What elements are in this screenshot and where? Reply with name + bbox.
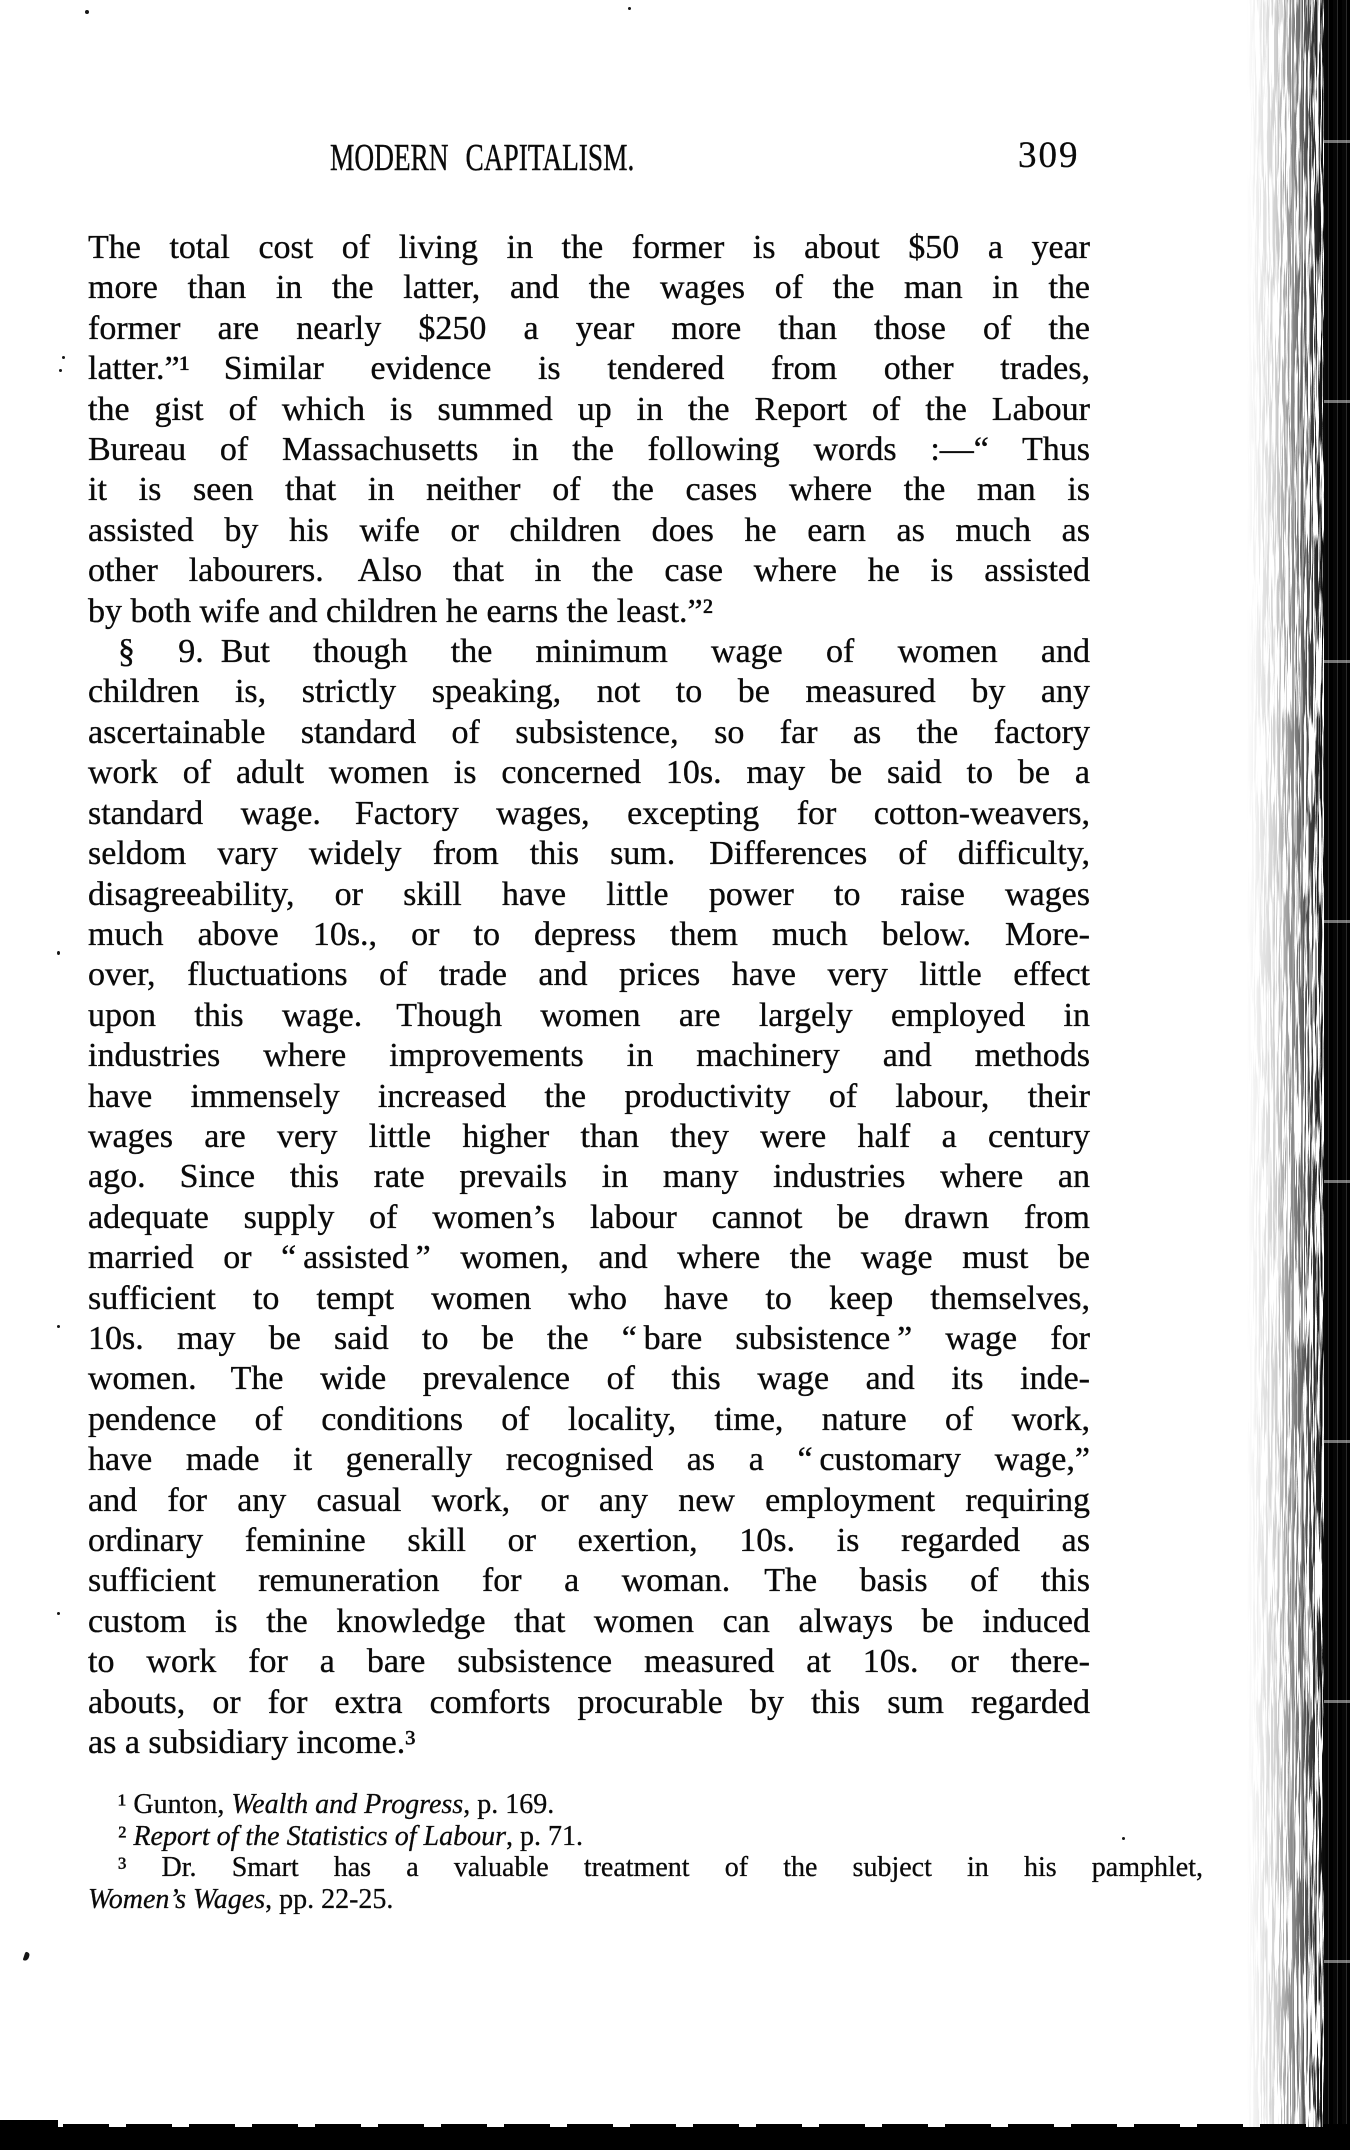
text-line: over, fluctuations of trade and prices have very little effect bbox=[88, 956, 1090, 994]
footnote-text: , p. 169. bbox=[463, 1789, 555, 1820]
text-line: work of adult women is concerned 10s. may be said to be a bbox=[88, 754, 1090, 792]
scan-speck bbox=[57, 951, 60, 955]
footnote-text: ¹ Gunton, bbox=[118, 1789, 232, 1820]
text-line: women. The wide prevalence of this wage and its inde- bbox=[88, 1360, 1090, 1398]
footnote-work-title-italic: Women’s Wages bbox=[88, 1884, 266, 1916]
text-line: custom is the knowledge that women can always be induced bbox=[88, 1602, 1090, 1640]
scan-speck bbox=[23, 1951, 31, 1961]
scan-speck bbox=[85, 10, 89, 14]
footnotes bbox=[88, 1789, 1203, 1916]
text-line: standard wage. Factory wages, excepting for cotton-weavers, bbox=[88, 794, 1090, 832]
paragraph-continuation bbox=[88, 228, 1090, 592]
text-line: children is, strictly speaking, not to be measured by any bbox=[88, 673, 1090, 711]
scan-speck bbox=[57, 1612, 60, 1615]
footnote-text: , p. 71. bbox=[505, 1820, 583, 1852]
text-line: other labourers. Also that in the case where he is assisted bbox=[88, 552, 1090, 590]
text-line: have made it generally recognised as a “ customary wage,” bbox=[88, 1441, 1090, 1479]
text-line: ascertainable standard of subsistence, so far as the factory bbox=[88, 713, 1090, 751]
paragraph-last-line: as a subsidiary income.³ bbox=[88, 1724, 416, 1762]
text-line: former are nearly $250 a year more than those of the bbox=[88, 309, 1090, 347]
scan-bottom-band bbox=[0, 2127, 1350, 2150]
text-line: pendence of conditions of locality, time, nature of work, bbox=[88, 1400, 1090, 1438]
scan-speck bbox=[57, 1325, 60, 1328]
page-number: 309 bbox=[1018, 135, 1080, 176]
footnote-text: , pp. 22-25. bbox=[265, 1884, 394, 1916]
footnote-work-title-italic: Wealth and Progress bbox=[231, 1789, 464, 1820]
text-line: § 9. But though the minimum wage of women and bbox=[118, 633, 1090, 671]
paragraph-section-9 bbox=[88, 632, 1090, 1723]
text-line: sufficient remuneration for a woman. The basis of this bbox=[88, 1562, 1090, 1600]
text-line: much above 10s., or to depress them much below. More- bbox=[88, 915, 1090, 953]
footnote bbox=[88, 1884, 1090, 1916]
footnote-text: ² bbox=[118, 1820, 134, 1852]
text-line: ordinary feminine skill or exertion, 10s. is regarded as bbox=[88, 1522, 1090, 1559]
footnote bbox=[88, 1821, 1090, 1853]
scan-bottom-nub bbox=[0, 2120, 58, 2127]
text-line: seldom vary widely from this sum. Differences of difficulty, bbox=[88, 835, 1090, 873]
text-line: disagreeability, or skill have little power to raise wages bbox=[88, 875, 1090, 913]
text-line: married or “ assisted ” women, and where the wage must be bbox=[88, 1239, 1090, 1277]
text-line: have immensely increased the productivity of labour, their bbox=[88, 1077, 1090, 1115]
text-line: The total cost of living in the former is about $50 a year bbox=[88, 229, 1090, 266]
text-line: Bureau of Massachusetts in the following words :—“ Thus bbox=[88, 431, 1090, 469]
text-line: 10s. may be said to be the “ bare subsistence ” wage for bbox=[88, 1319, 1090, 1357]
text-line: upon this wage. Though women are largely employed in bbox=[88, 996, 1090, 1034]
running-title: MODERN CAPITALISM. bbox=[330, 137, 635, 179]
scan-binding-band bbox=[1230, 0, 1350, 2150]
text-line: abouts, or for extra comforts procurable by this sum regarded bbox=[88, 1683, 1090, 1721]
footnote bbox=[88, 1852, 1203, 1884]
text-line: latter.”¹ Similar evidence is tendered from other trades, bbox=[88, 350, 1090, 388]
scan-speck bbox=[1122, 1837, 1125, 1840]
text-line: adequate supply of women’s labour cannot be drawn from bbox=[88, 1198, 1090, 1236]
body-text bbox=[88, 228, 1090, 1763]
text-line: sufficient to tempt women who have to keep themselves, bbox=[88, 1279, 1090, 1317]
text-line: assisted by his wife or children does he earn as much as bbox=[88, 511, 1090, 549]
binding-fade bbox=[1230, 0, 1350, 2150]
text-line: the gist of which is summed up in the Report of the Labour bbox=[88, 390, 1090, 428]
text-line: industries where improvements in machinery and methods bbox=[88, 1037, 1090, 1075]
text-line: and for any casual work, or any new employment requiring bbox=[88, 1481, 1090, 1519]
text-line: to work for a bare subsistence measured at 10s. or there- bbox=[88, 1643, 1090, 1681]
text-line: it is seen that in neither of the cases where the man is bbox=[88, 471, 1090, 509]
paragraph-last-line: by both wife and children he earns the least.”² bbox=[88, 592, 713, 630]
footnote bbox=[88, 1789, 1090, 1821]
text-line: more than in the latter, and the wages of the man in the bbox=[88, 269, 1090, 307]
text-line: ago. Since this rate prevails in many industries where an bbox=[88, 1158, 1090, 1196]
scan-speck bbox=[59, 369, 62, 372]
text-line: wages are very little higher than they were half a century bbox=[88, 1117, 1090, 1155]
footnote-work-title-italic: Report of the Statistics of Labour bbox=[133, 1820, 506, 1852]
scan-speck bbox=[62, 356, 65, 359]
scan-speck bbox=[628, 7, 631, 10]
footnote-text: ³ Dr. Smart has a valuable treatment of the subject in his pamphlet, bbox=[118, 1852, 1203, 1884]
